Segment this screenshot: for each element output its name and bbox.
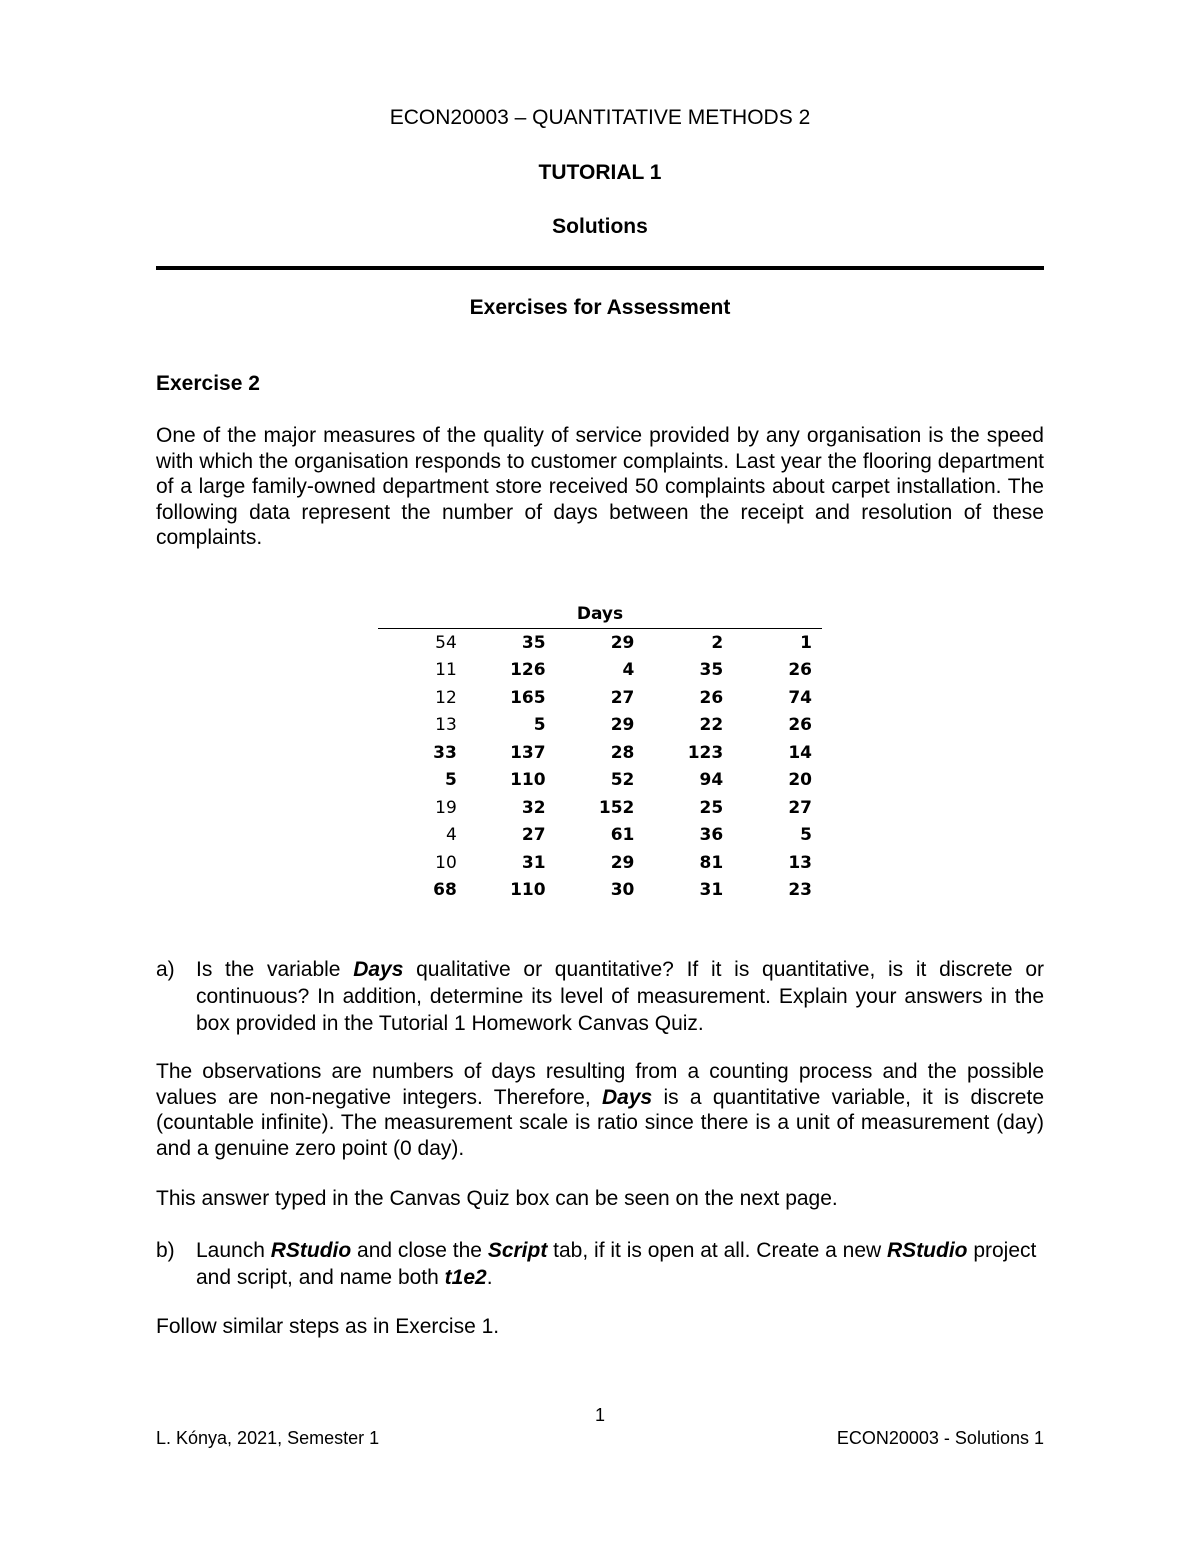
question-b-rstudio2: RStudio [887,1239,968,1262]
table-cell: 54 [435,632,457,653]
table-row [378,657,822,685]
table-cell: 29 [610,715,635,736]
table-cell: 61 [610,825,635,846]
table-cell: 5 [444,770,457,791]
table-cell: 27 [788,797,812,818]
table-cell: 31 [521,852,546,873]
subtitle: Solutions [552,215,648,238]
table-cell: 81 [699,852,724,873]
table-cell: 27 [521,825,546,846]
question-a-text [196,956,1044,1037]
question-a [156,956,1044,1037]
table-cell: 30 [610,880,635,901]
table-cell: 10 [435,852,457,873]
table-cell: 94 [699,770,724,791]
answer-a-note: This answer typed in the Canvas Quiz box can be seen on the next page. [156,1187,838,1210]
table-cell: 11 [435,660,457,681]
table-cell: 74 [788,687,812,708]
answer-a-pre: The observations are numbers of days resulting from a counting process and the possible values are non-negative integers. Therefore, [156,1060,1044,1109]
table-cell: 27 [610,687,635,708]
table-cell: 28 [610,742,635,763]
table-row [378,684,822,712]
answer-a-post: is a quantitative variable, it is discrete (countable infinite). The measurement scale is ratio since there is a unit of measurement (day) and a genuine zero point (0 day). [156,1085,1045,1160]
exercise-intro: One of the major measures of the quality of service provided by any organisation is the speed with which the organisation responds to customer complaints. Last year the flooring department of a large family-owned department store received 50 complaints about carpet installation. The following data represent the number of days between the receipt and resolution of these complaints. [156,424,1044,549]
footer-right: ECON20003 - Solutions 1 [836,1428,1044,1448]
question-b-rstudio1: RStudio [270,1239,352,1262]
table-cell: 33 [433,742,457,763]
table-row [378,712,822,740]
table-cell: 29 [610,632,635,653]
page-number: 1 [594,1405,605,1425]
question-a-post: qualitative or quantitative? If it is quantitative, is it discrete or continuous? In addition, determine its level of measurement. Explain your answers in the box provided in the Tutorial 1 Homework Canvas Quiz. [196,958,1044,1035]
table-cell: 36 [699,825,724,846]
table-row [378,629,822,657]
table-row [378,849,822,877]
table-cell: 2 [711,632,724,653]
question-a-variable: Days [353,958,404,981]
answer-b: Follow similar steps as in Exercise 1. [156,1315,500,1338]
table-cell: 22 [699,715,724,736]
table-cell: 26 [788,660,812,681]
table-cell: 4 [445,825,457,846]
table-cell: 165 [510,687,546,708]
question-b-t1: Launch [196,1239,271,1262]
exercise-title: Exercise 2 [156,372,260,395]
table-body [378,629,822,904]
table-cell: 52 [610,770,635,791]
question-b-text [196,1237,1044,1291]
answer-a-variable: Days [601,1085,653,1109]
table-cell: 5 [800,825,812,846]
table-cell: 32 [521,797,546,818]
table-cell: 13 [435,715,457,736]
table-cell: 35 [521,632,546,653]
question-b-t5: . [486,1266,493,1289]
question-b-t2: and close the [351,1239,488,1262]
table-cell: 29 [610,852,635,873]
question-a-label: a) [156,958,175,981]
course-title: ECON20003 – QUANTITATIVE METHODS 2 [389,106,811,129]
question-b-t4: project and script, and name both [196,1239,1037,1289]
table-row [378,822,822,850]
table-cell: 31 [699,880,724,901]
question-b-label: b) [156,1239,175,1262]
table-header: Days [378,604,822,629]
tutorial-title: TUTORIAL 1 [538,161,662,184]
question-b-script: Script [487,1239,548,1262]
table-cell: 23 [788,880,812,901]
table-cell: 123 [687,742,724,763]
footer-left: L. Kónya, 2021, Semester 1 [156,1428,380,1448]
table-row [378,794,822,822]
table-cell: 26 [788,715,812,736]
table-cell: 13 [788,852,812,873]
table-cell: 126 [510,660,546,681]
days-table [378,604,822,904]
section-title: Exercises for Assessment [469,296,731,319]
table-row [378,739,822,767]
table-row [378,767,822,795]
table-cell: 110 [510,880,546,901]
table-cell: 25 [699,797,724,818]
table-cell: 14 [788,742,812,763]
table-cell: 68 [433,880,457,901]
question-b [156,1237,1044,1291]
table-cell: 20 [788,770,812,791]
table-cell: 137 [510,742,546,763]
table-cell: 110 [510,770,546,791]
question-a-pre: Is the variable [196,958,354,981]
table-cell: 152 [598,797,635,818]
question-b-t3: tab, if it is open at all. Create a new [547,1239,888,1262]
table-cell: 35 [699,660,724,681]
question-b-name: t1e2 [444,1266,487,1289]
table-row [378,877,822,905]
table-cell: 1 [800,632,812,653]
table-cell: 26 [699,687,724,708]
answer-a [156,1059,1044,1161]
table-cell: 12 [435,687,457,708]
horizontal-rule [156,266,1044,270]
table-cell: 4 [622,660,635,681]
table-cell: 19 [435,797,457,818]
table-cell: 5 [533,715,546,736]
